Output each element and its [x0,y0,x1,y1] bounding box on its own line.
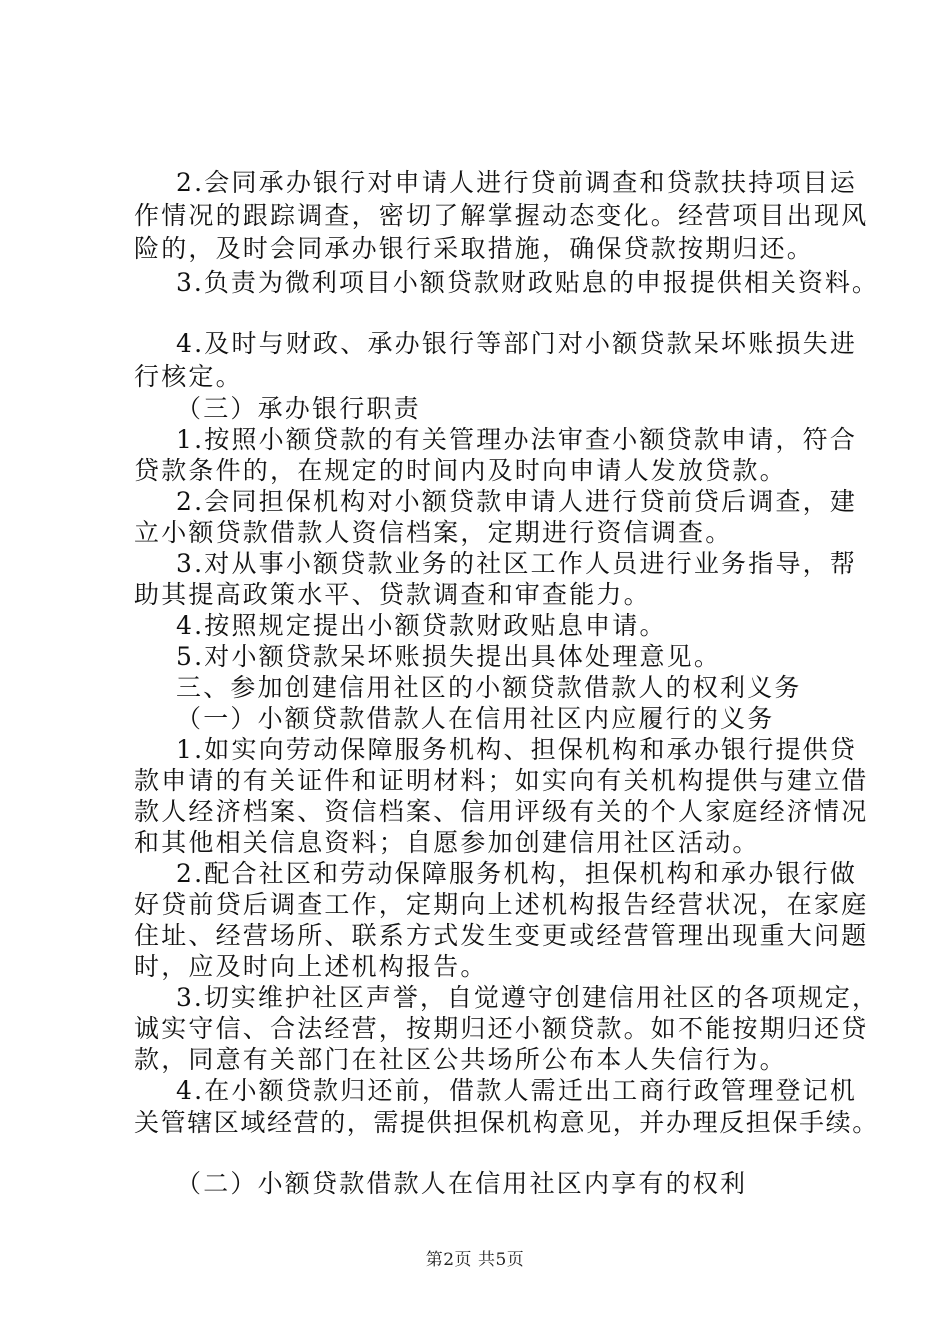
paragraph-line: 行核定。 [134,362,243,391]
page-number-footer: 第2页 共5页 [425,1250,525,1270]
paragraph-line: 关管辖区域经营的，需提供担保机构意见，并办理反担保手续。 [134,1108,879,1137]
paragraph-line: 款人经济档案、资信档案、信用评级有关的个人家庭经济情况 [134,797,869,826]
paragraph-line: 2.配合社区和劳动保障服务机构，担保机构和承办银行做 [176,859,858,888]
section-heading: （一）小额贷款借款人在信用社区内应履行的义务 [176,704,775,733]
paragraph-line: 5.对小额贷款呆坏账损失提出具体处理意见。 [176,642,722,671]
paragraph-line: 2.会同承办银行对申请人进行贷前调查和贷款扶持项目运 [176,168,858,197]
section-heading: （二）小额贷款借款人在信用社区内享有的权利 [176,1169,748,1198]
paragraph-line: 3.切实维护社区声誉，自觉遵守创建信用社区的各项规定， [176,983,879,1012]
paragraph-line: 4.及时与财政、承办银行等部门对小额贷款呆坏账损失进 [176,329,858,358]
paragraph-line: 住址、经营场所、联系方式发生变更或经营管理出现重大问题 [134,921,869,950]
paragraph-line: 立小额贷款借款人资信档案，定期进行资信调查。 [134,518,733,547]
paragraph-line: 助其提高政策水平、贷款调查和审查能力。 [134,580,651,609]
paragraph-line: 款，同意有关部门在社区公共场所公布本人失信行为。 [134,1045,787,1074]
section-heading: （三）承办银行职责 [176,394,421,423]
paragraph-line: 1.按照小额贷款的有关管理办法审查小额贷款申请，符合 [176,425,858,454]
section-heading: 三、参加创建信用社区的小额贷款借款人的权利义务 [176,673,802,702]
paragraph-line: 和其他相关信息资料；自愿参加创建信用社区活动。 [134,828,760,857]
paragraph-line: 3.负责为微利项目小额贷款财政贴息的申报提供相关资料。 [176,268,879,297]
paragraph-line: 1.如实向劳动保障服务机构、担保机构和承办银行提供贷 [176,735,858,764]
paragraph-line: 2.会同担保机构对小额贷款申请人进行贷前贷后调查，建 [176,487,858,516]
paragraph-line: 作情况的跟踪调查，密切了解掌握动态变化。经营项目出现风 [134,201,869,230]
paragraph-line: 3.对从事小额贷款业务的社区工作人员进行业务指导，帮 [176,549,858,578]
paragraph-line: 款申请的有关证件和证明材料；如实向有关机构提供与建立借 [134,766,869,795]
paragraph-line: 贷款条件的，在规定的时间内及时向申请人发放贷款。 [134,456,787,485]
paragraph-line: 4.在小额贷款归还前，借款人需迁出工商行政管理登记机 [176,1076,858,1105]
paragraph-line: 4.按照规定提出小额贷款财政贴息申请。 [176,611,667,640]
paragraph-line: 诚实守信、合法经营，按期归还小额贷款。如不能按期归还贷 [134,1014,869,1043]
paragraph-line: 好贷前贷后调查工作，定期向上述机构报告经营状况，在家庭 [134,890,869,919]
paragraph-line: 时，应及时向上述机构报告。 [134,952,488,981]
paragraph-line: 险的，及时会同承办银行采取措施，确保贷款按期归还。 [134,234,815,263]
